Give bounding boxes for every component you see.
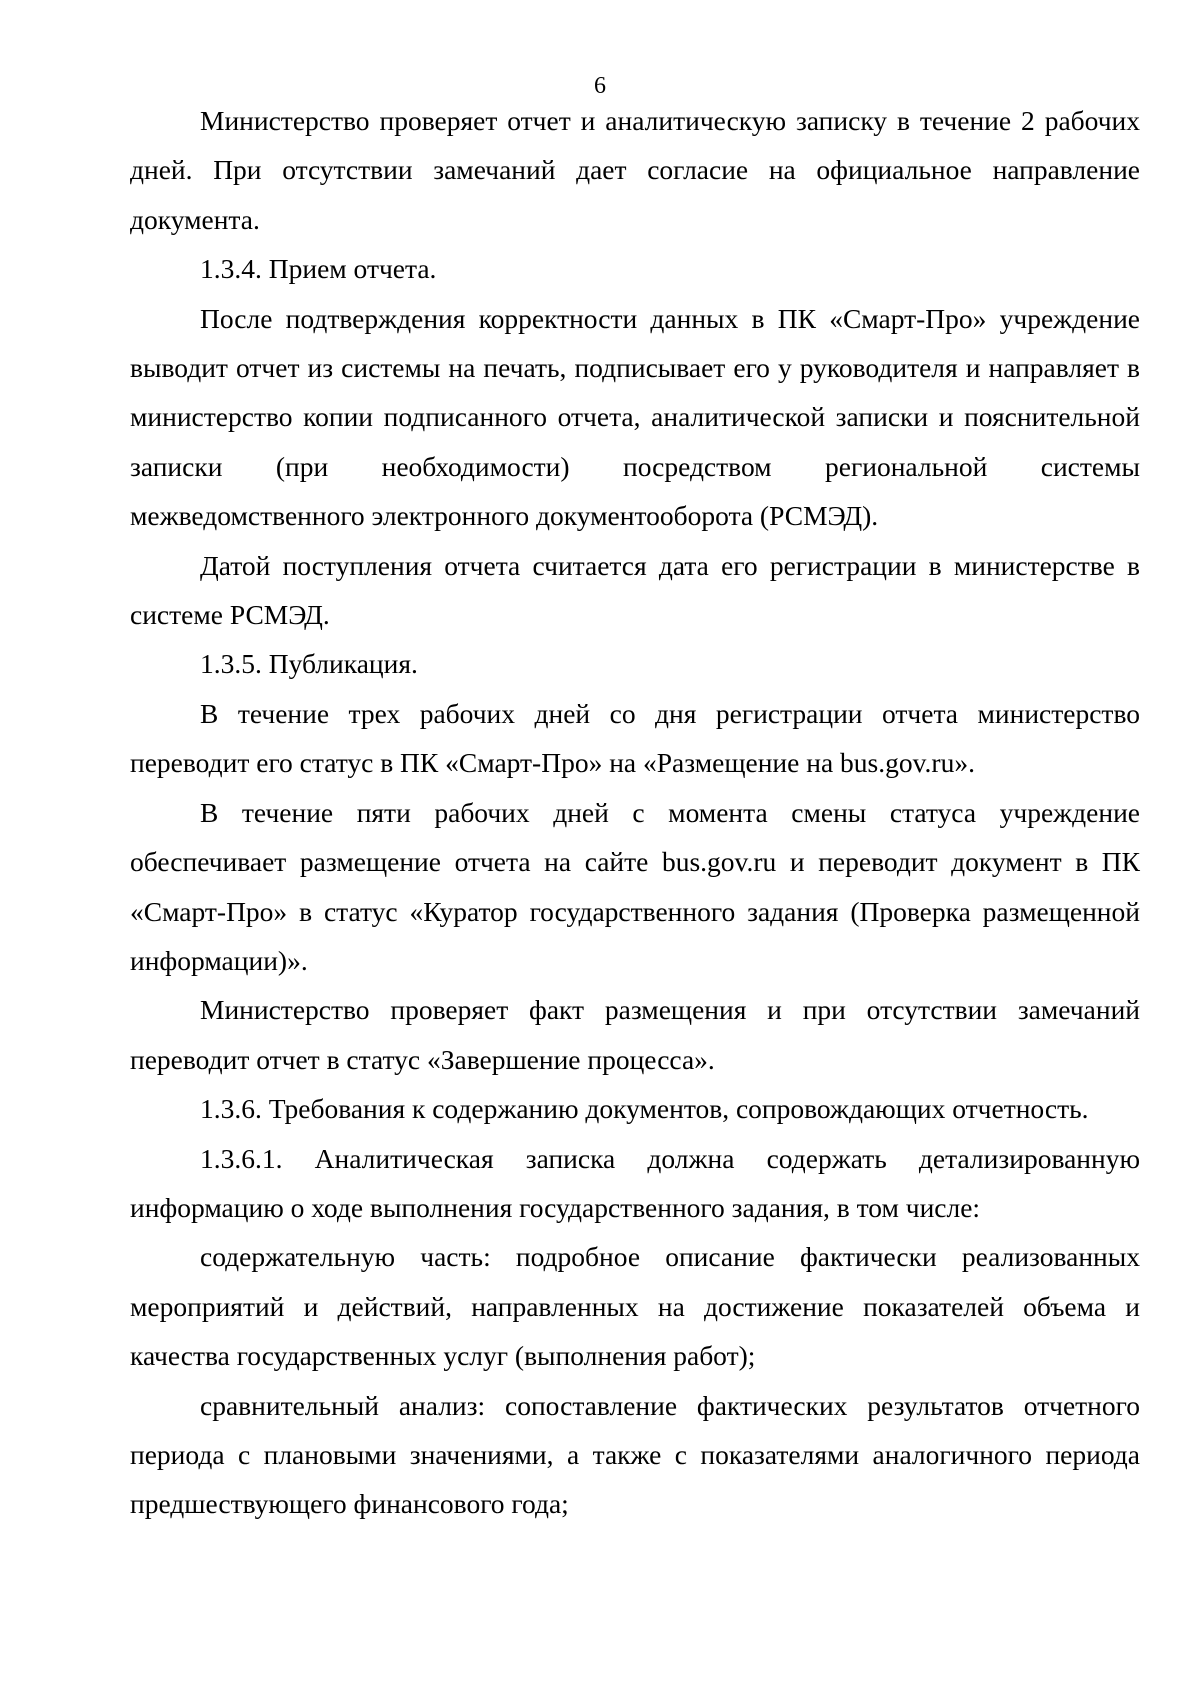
paragraph-content-part: содержательную часть: подробное описание фактически реализованных мероприятий и действий, направленных на достижение показателей объема и качества государственных услуг (выполнения работ); [130,1241,1140,1372]
heading-1-3-5: 1.3.5. Публикация. [200,648,418,680]
paragraph-comparative-analysis: сравнительный анализ: сопоставление фактических результатов отчетного периода с плановыми значениями, а также с показателями аналогичного периода предшествующего финансового года; [130,1389,1140,1520]
paragraph-placement-check: Министерство проверяет факт размещения и при отсутствии замечаний переводит отчет в статус «Завершение процесса». [130,994,1140,1075]
heading-1-3-4: 1.3.4. Прием отчета. [200,253,437,285]
paragraph-ministry-review: Министерство проверяет отчет и аналитическую записку в течение 2 рабочих дней. При отсутствии замечаний дает согласие на официальное направление документа. [130,105,1140,235]
heading-1-3-6-1: 1.3.6.1. Аналитическая записка должна содержать детализированную информацию о ходе выполнения государственного задания, в том числе: [130,1142,1140,1223]
document-body [130,96,1140,1529]
paragraph-publication: В течение пяти рабочих дней с момента смены статуса учреждение обеспечивает размещение отчета на сайте bus.gov.ru и переводит документ в ПК «Смарт-Про» в статус «Куратор государственного задания (Проверка размещенной информации)». [130,796,1140,976]
heading-1-3-6: 1.3.6. Требования к содержанию документов, сопровождающих отчетность. [200,1093,1089,1125]
paragraph-receipt-date: Датой поступления отчета считается дата его регистрации в министерстве в системе РСМЭД. [130,549,1140,631]
page-number: 6 [594,73,606,99]
paragraph-status-change: В течение трех рабочих дней со дня регистрации отчета министерство переводит его статус в ПК «Смарт-Про» на «Размещение на bus.gov.ru». [130,697,1140,779]
paragraph-report-submission: После подтверждения корректности данных в ПК «Смарт-Про» учреждение выводит отчет из системы на печать, подписывает его у руководителя и направляет в министерство копии подписанного отчета, аналитической записки и пояснительной записки (при необходимости) посредством региональной системы межведомственного электронного документооборота (РСМЭД). [130,302,1140,532]
